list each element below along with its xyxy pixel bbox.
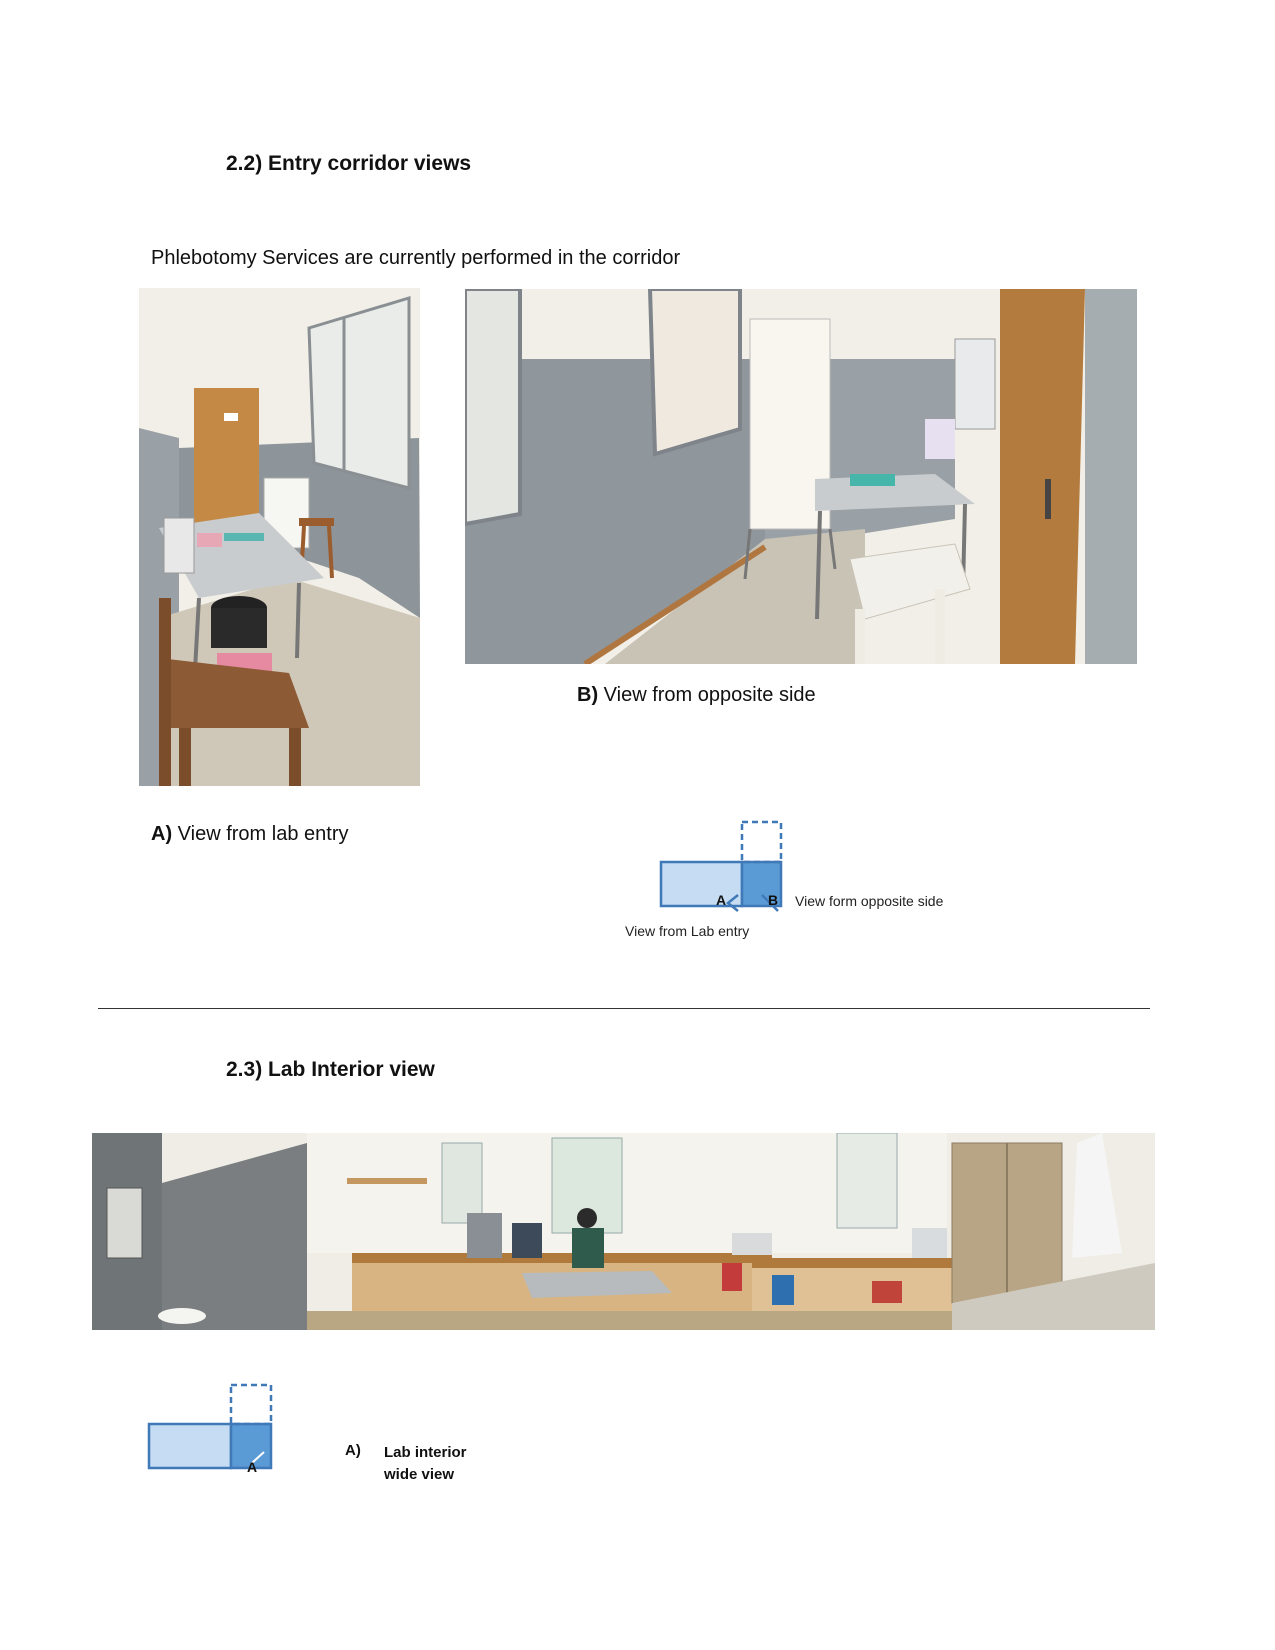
photo-view-from-opposite-side [465,289,1137,664]
photo-view-from-lab-entry [139,288,420,786]
section-divider [98,1008,1150,1009]
caption-view-b [577,684,816,707]
caption-b-text: View from opposite side [598,684,816,706]
lab-interior-plan-diagram [140,1380,280,1480]
plan-label-opposite-side: View form opposite side [795,893,944,909]
plan-marker-a: A [716,892,727,908]
lab-plan-label-line1: Lab interior [384,1444,467,1461]
lab-plan-marker-a: A [247,1459,258,1475]
caption-view-a [151,823,348,846]
plan-label-lab-entry: View from Lab entry [625,923,750,939]
caption-a-letter: A) [151,823,173,845]
lab-plan-list-letter: A) [345,1442,361,1459]
corridor-intro-text: Phlebotomy Services are currently performed in the corridor [151,247,681,269]
caption-b-letter: B) [577,684,599,706]
section-heading-entry-corridor: 2.2) Entry corridor views [226,152,472,175]
photo-lab-interior-panorama [92,1133,1155,1330]
caption-a-text: View from lab entry [172,823,349,845]
plan-marker-b: B [768,892,779,908]
section-heading-lab-interior: 2.3) Lab Interior view [226,1058,435,1081]
lab-plan-label [384,1442,467,1486]
lab-plan-label-line2: wide view [384,1466,455,1483]
corridor-plan-diagram [650,815,800,915]
